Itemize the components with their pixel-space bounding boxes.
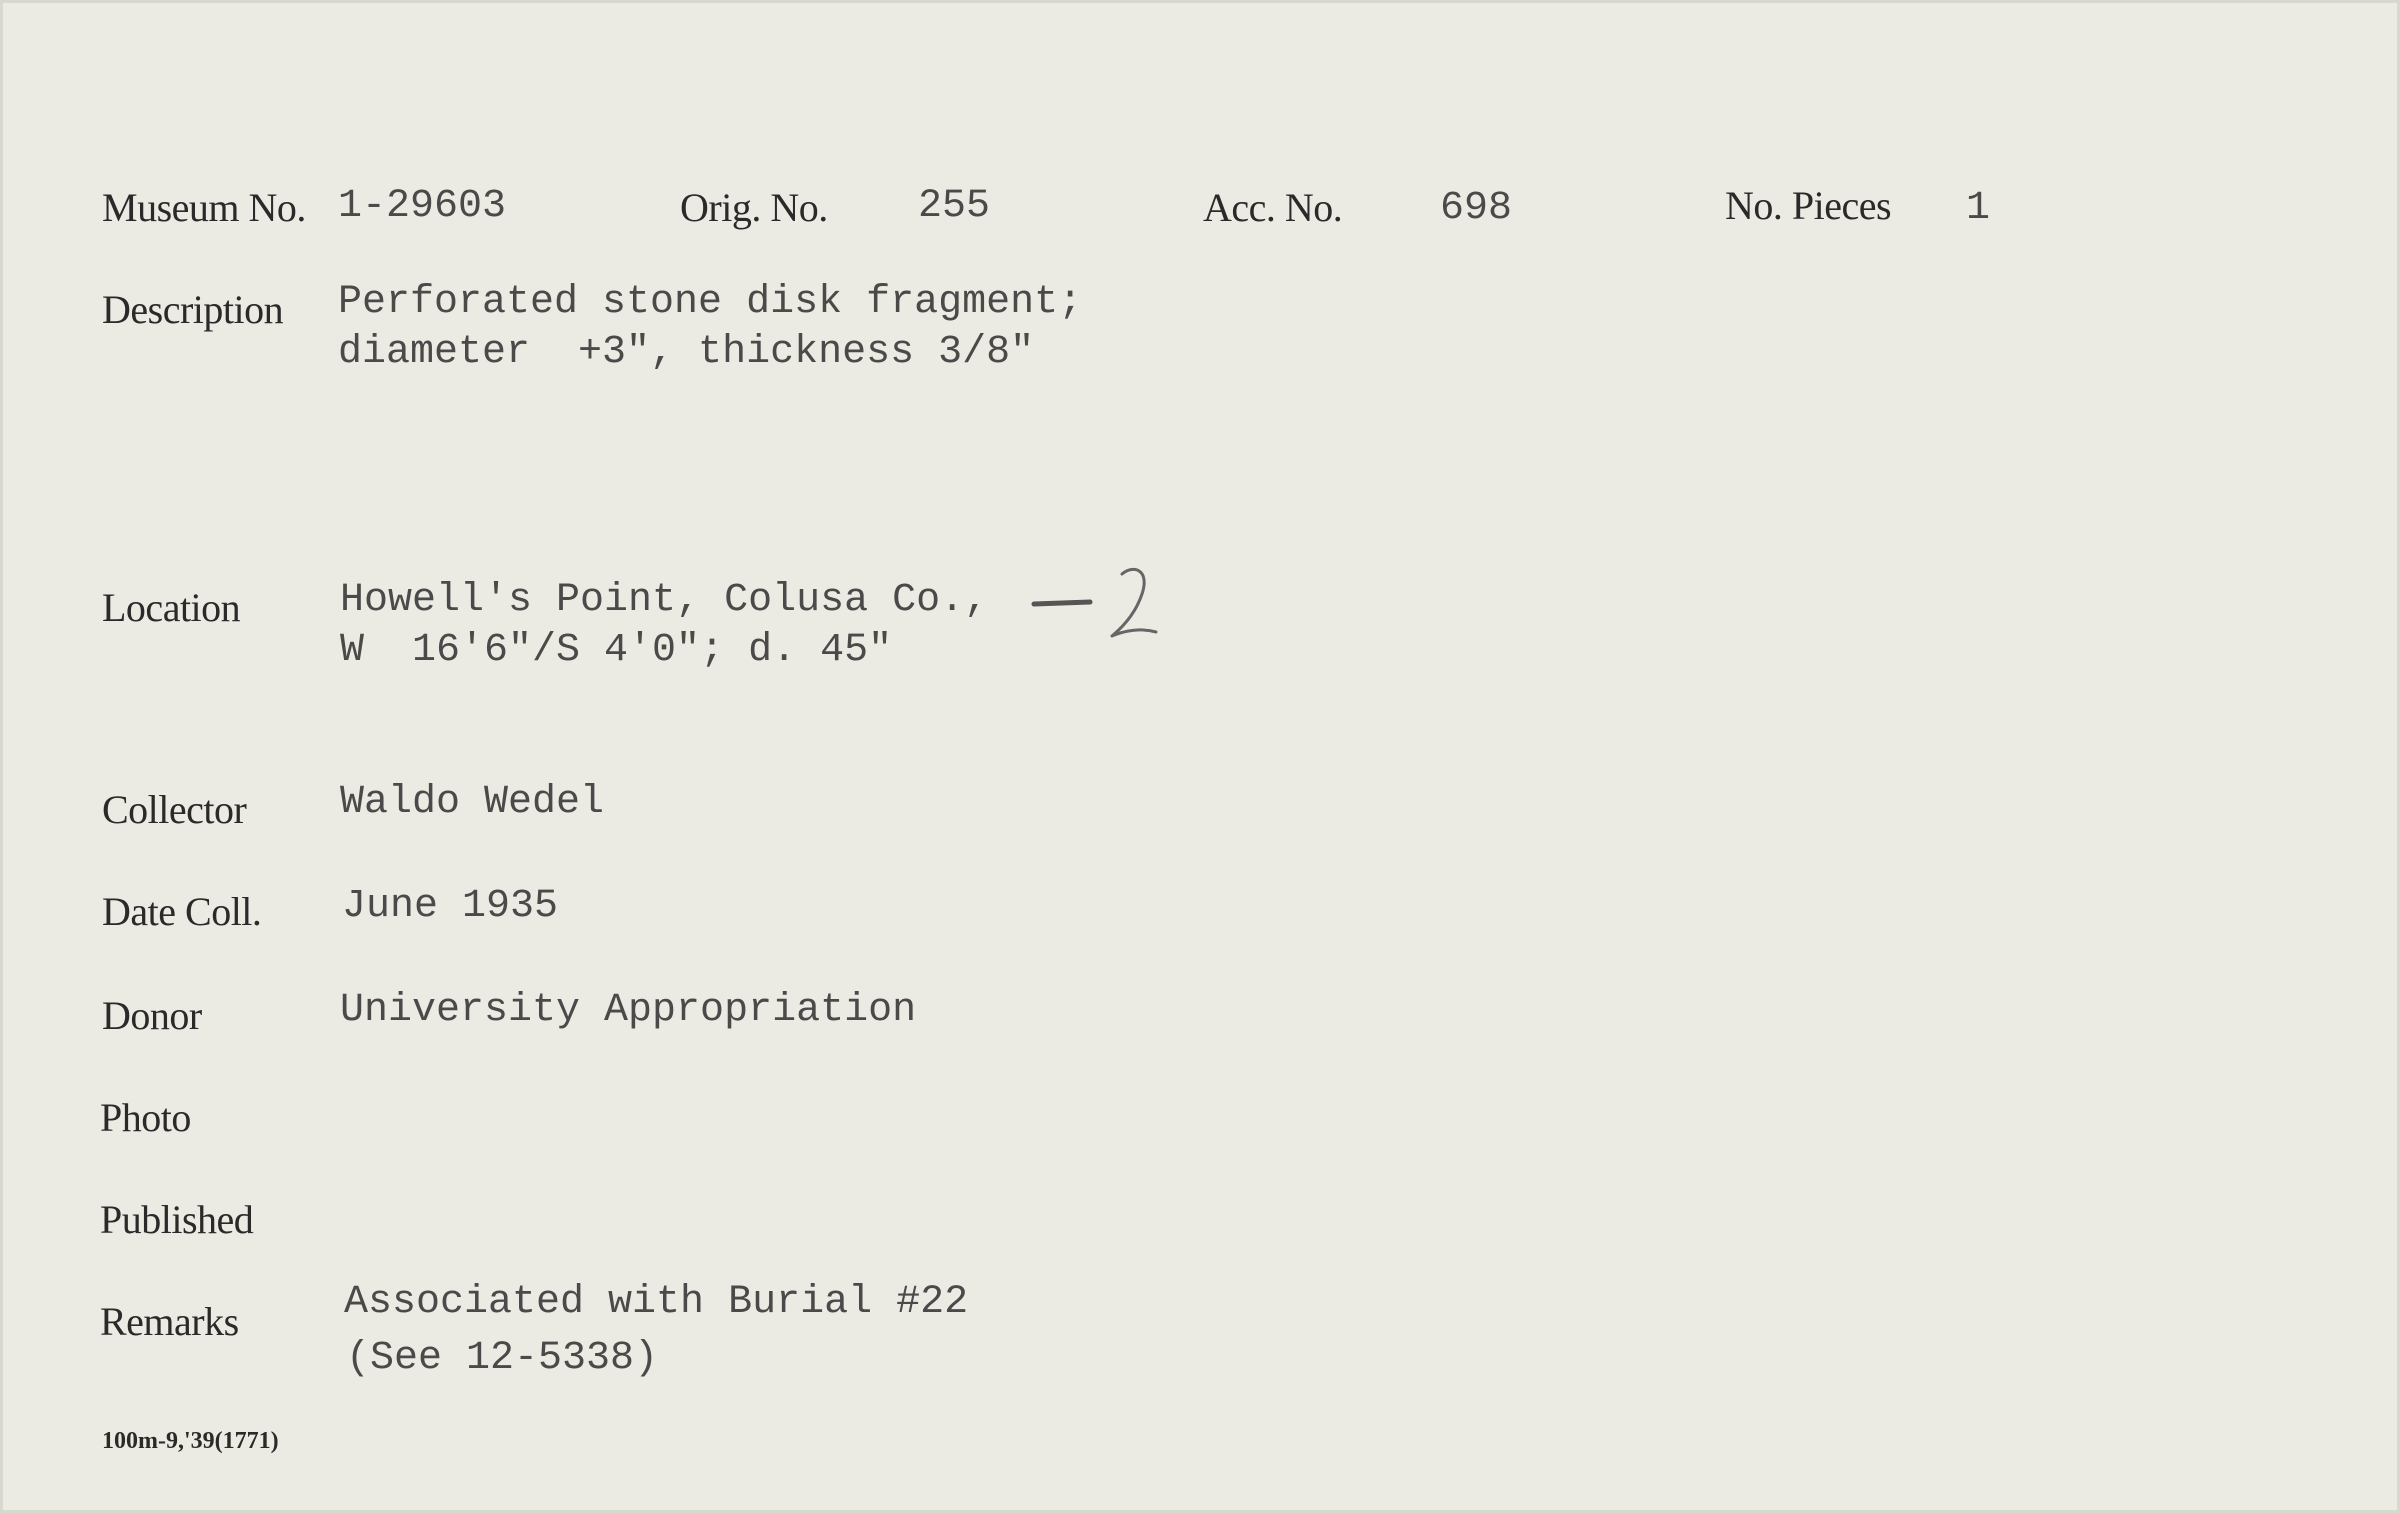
location-label: Location [102, 585, 241, 630]
remarks-line-2: (See 12-5338) [346, 1336, 659, 1381]
collector-value: Waldo Wedel [340, 780, 605, 825]
location-line-2: W 16'6"/S 4'0"; d. 45" [340, 628, 893, 673]
location-line-1: Howell's Point, Colusa Co., [340, 578, 989, 623]
donor-label: Donor [102, 993, 202, 1038]
date-coll-value: June 1935 [342, 884, 559, 929]
description-label: Description [102, 287, 284, 332]
museum-no-value: 1-29603 [338, 184, 507, 229]
description-line-2: diameter +3", thickness 3/8" [338, 330, 1035, 375]
orig-no-label: Orig. No. [680, 185, 828, 230]
remarks-label: Remarks [100, 1299, 239, 1344]
orig-no-value: 255 [918, 184, 991, 229]
donor-value: University Appropriation [340, 988, 917, 1033]
acc-no-label: Acc. No. [1203, 185, 1343, 230]
museum-no-label: Museum No. [102, 185, 306, 230]
published-label: Published [100, 1197, 254, 1242]
pieces-value: 1 [1966, 186, 1991, 231]
remarks-line-1: Associated with Burial #22 [344, 1280, 969, 1325]
print-code: 100m-9,'39(1771) [102, 1428, 279, 1454]
date-coll-label: Date Coll. [102, 889, 262, 934]
description-line-1: Perforated stone disk fragment; [338, 280, 1083, 325]
acc-no-value: 698 [1440, 186, 1513, 231]
photo-label: Photo [100, 1095, 191, 1140]
handwritten-dash-2-mark [1030, 560, 1160, 660]
pieces-label: No. Pieces [1725, 183, 1892, 228]
collector-label: Collector [102, 787, 247, 832]
